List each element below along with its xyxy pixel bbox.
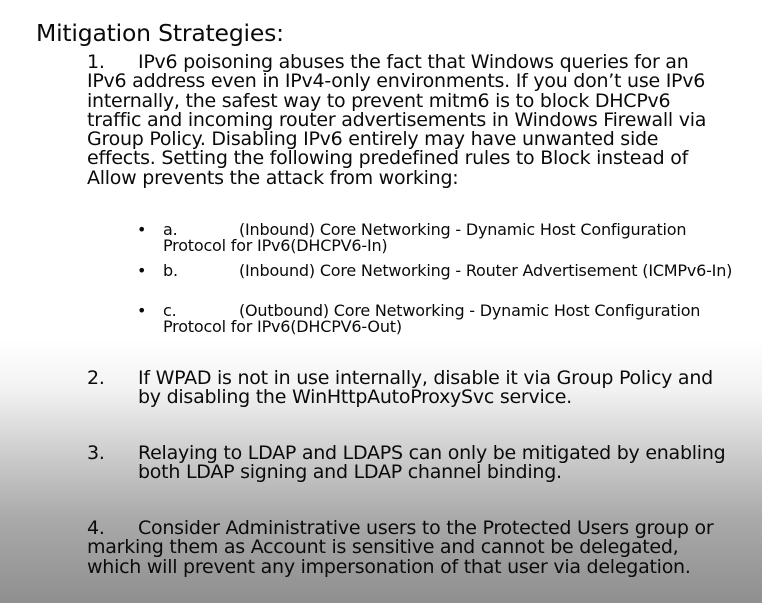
rule-text: (Inbound) Core Networking - Dynamic Host Configuration Protocol for IPv6(DHCPV6-In) [163, 220, 687, 255]
mitigation-item-1 [87, 53, 727, 188]
mitigation-item-4 [87, 519, 727, 577]
firewall-rule-a [137, 222, 737, 254]
bullet-icon: • [137, 261, 147, 280]
firewall-rule-b [137, 263, 737, 279]
item-text: Consider Administrative users to the Protected Users group or marking them as Account is sensitive and cannot be delegated, which will prevent any impersonation of that user via delegation. [87, 517, 714, 578]
item-number: 3. [87, 442, 105, 464]
rule-text: (Inbound) Core Networking - Router Advertisement (ICMPv6-In) [239, 261, 733, 280]
item-text: If WPAD is not in use internally, disable it via Group Policy and by disabling the WinHttpAutoProxySvc service. [138, 367, 713, 409]
rule-text: (Outbound) Core Networking - Dynamic Host Configuration Protocol for IPv6(DHCPV6-Out) [163, 301, 701, 336]
item-text: Relaying to LDAP and LDAPS can only be mitigated by enabling both LDAP signing and LDAP channel binding. [138, 442, 726, 484]
mitigation-item-3 [87, 444, 727, 483]
bullet-icon: • [137, 301, 147, 320]
bullet-icon: • [137, 220, 147, 239]
item-text: IPv6 poisoning abuses the fact that Windows queries for an IPv6 address even in IPv4-only environments. If you don’t use IPv6 internally, the safest way to prevent mitm6 is to block DHCPv6 traffic and incoming router advertisements in Windows Firewall via Group Policy. Disabling IPv6 entirely may have unwanted side effects. Setting the following predefined rules to Block instead of Allow prevents the attack from working: [87, 51, 707, 189]
mitigation-item-2 [87, 369, 727, 408]
item-number: 2. [87, 367, 105, 389]
firewall-rule-c [137, 303, 737, 335]
rule-letter: b. [163, 261, 178, 280]
slide-title: Mitigation Strategies: [36, 19, 284, 47]
rule-letter: c. [163, 301, 177, 320]
item-number: 4. [87, 517, 105, 539]
rule-letter: a. [163, 220, 178, 239]
item-number: 1. [87, 51, 105, 73]
